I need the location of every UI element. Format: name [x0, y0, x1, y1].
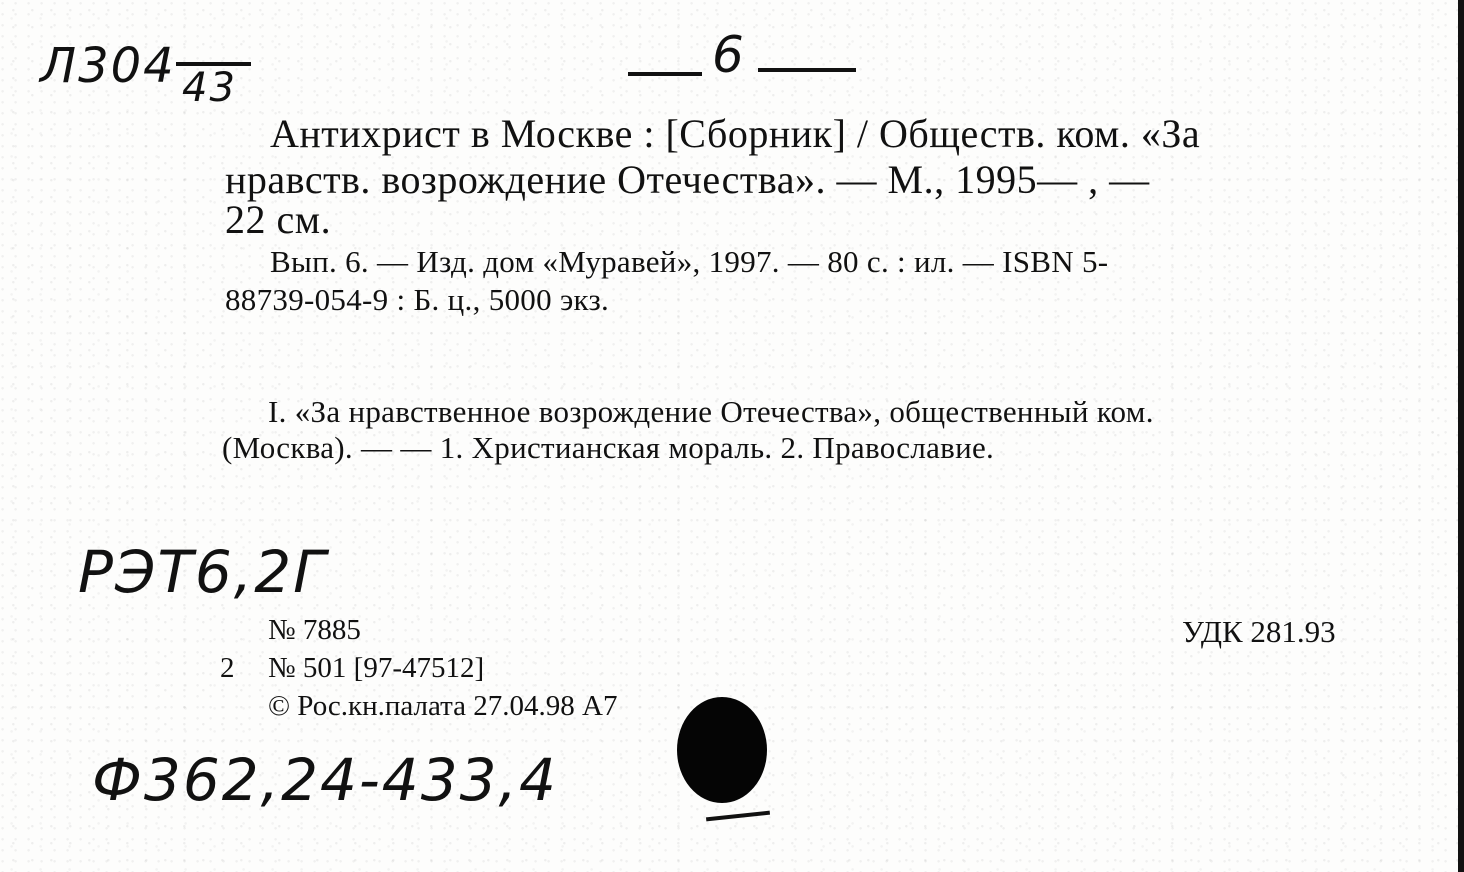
card-right-edge [1458, 0, 1464, 872]
call-number-handwritten: Л304 [40, 38, 176, 94]
call-number-suffix-handwritten: 43 [176, 62, 251, 110]
subject-line-2: (Москва). — — 1. Христианская мораль. 2. Православие. [222, 430, 995, 465]
punch-hole [677, 697, 767, 803]
classification-code-handwritten: РЭТ6,2Г [78, 538, 328, 606]
title-line-1: Антихрист в Москве : [Сборник] / Обществ. ком. «За [270, 111, 1201, 156]
volume-dash-right [758, 68, 856, 72]
hole-underline-mark [706, 811, 770, 822]
shelf-mark-handwritten: Ф362,24-433,4 [92, 746, 558, 814]
record-number-1: № 7885 [268, 614, 361, 646]
issue-line-1: Вып. 6. — Изд. дом «Муравей», 1997. — 80 с. : ил. — ISBN 5- [270, 244, 1109, 279]
title-line-2: нравств. возрождение Отечества». — М., 1995— , — [225, 157, 1150, 202]
record-number-2: № 501 [97-47512] [268, 652, 485, 684]
copy-count: 2 [220, 652, 235, 684]
volume-dash-left [628, 72, 702, 76]
book-chamber-stamp: © Рос.кн.палата 27.04.98 А7 [268, 690, 618, 722]
subject-line-1: I. «За нравственное возрождение Отечества», общественный ком. [268, 394, 1154, 429]
title-line-3: 22 см. [225, 197, 332, 242]
udc-code: УДК 281.93 [1182, 614, 1336, 649]
volume-mark-handwritten: 6 [712, 26, 746, 84]
issue-line-2: 88739-054-9 : Б. ц., 5000 экз. [225, 282, 610, 317]
